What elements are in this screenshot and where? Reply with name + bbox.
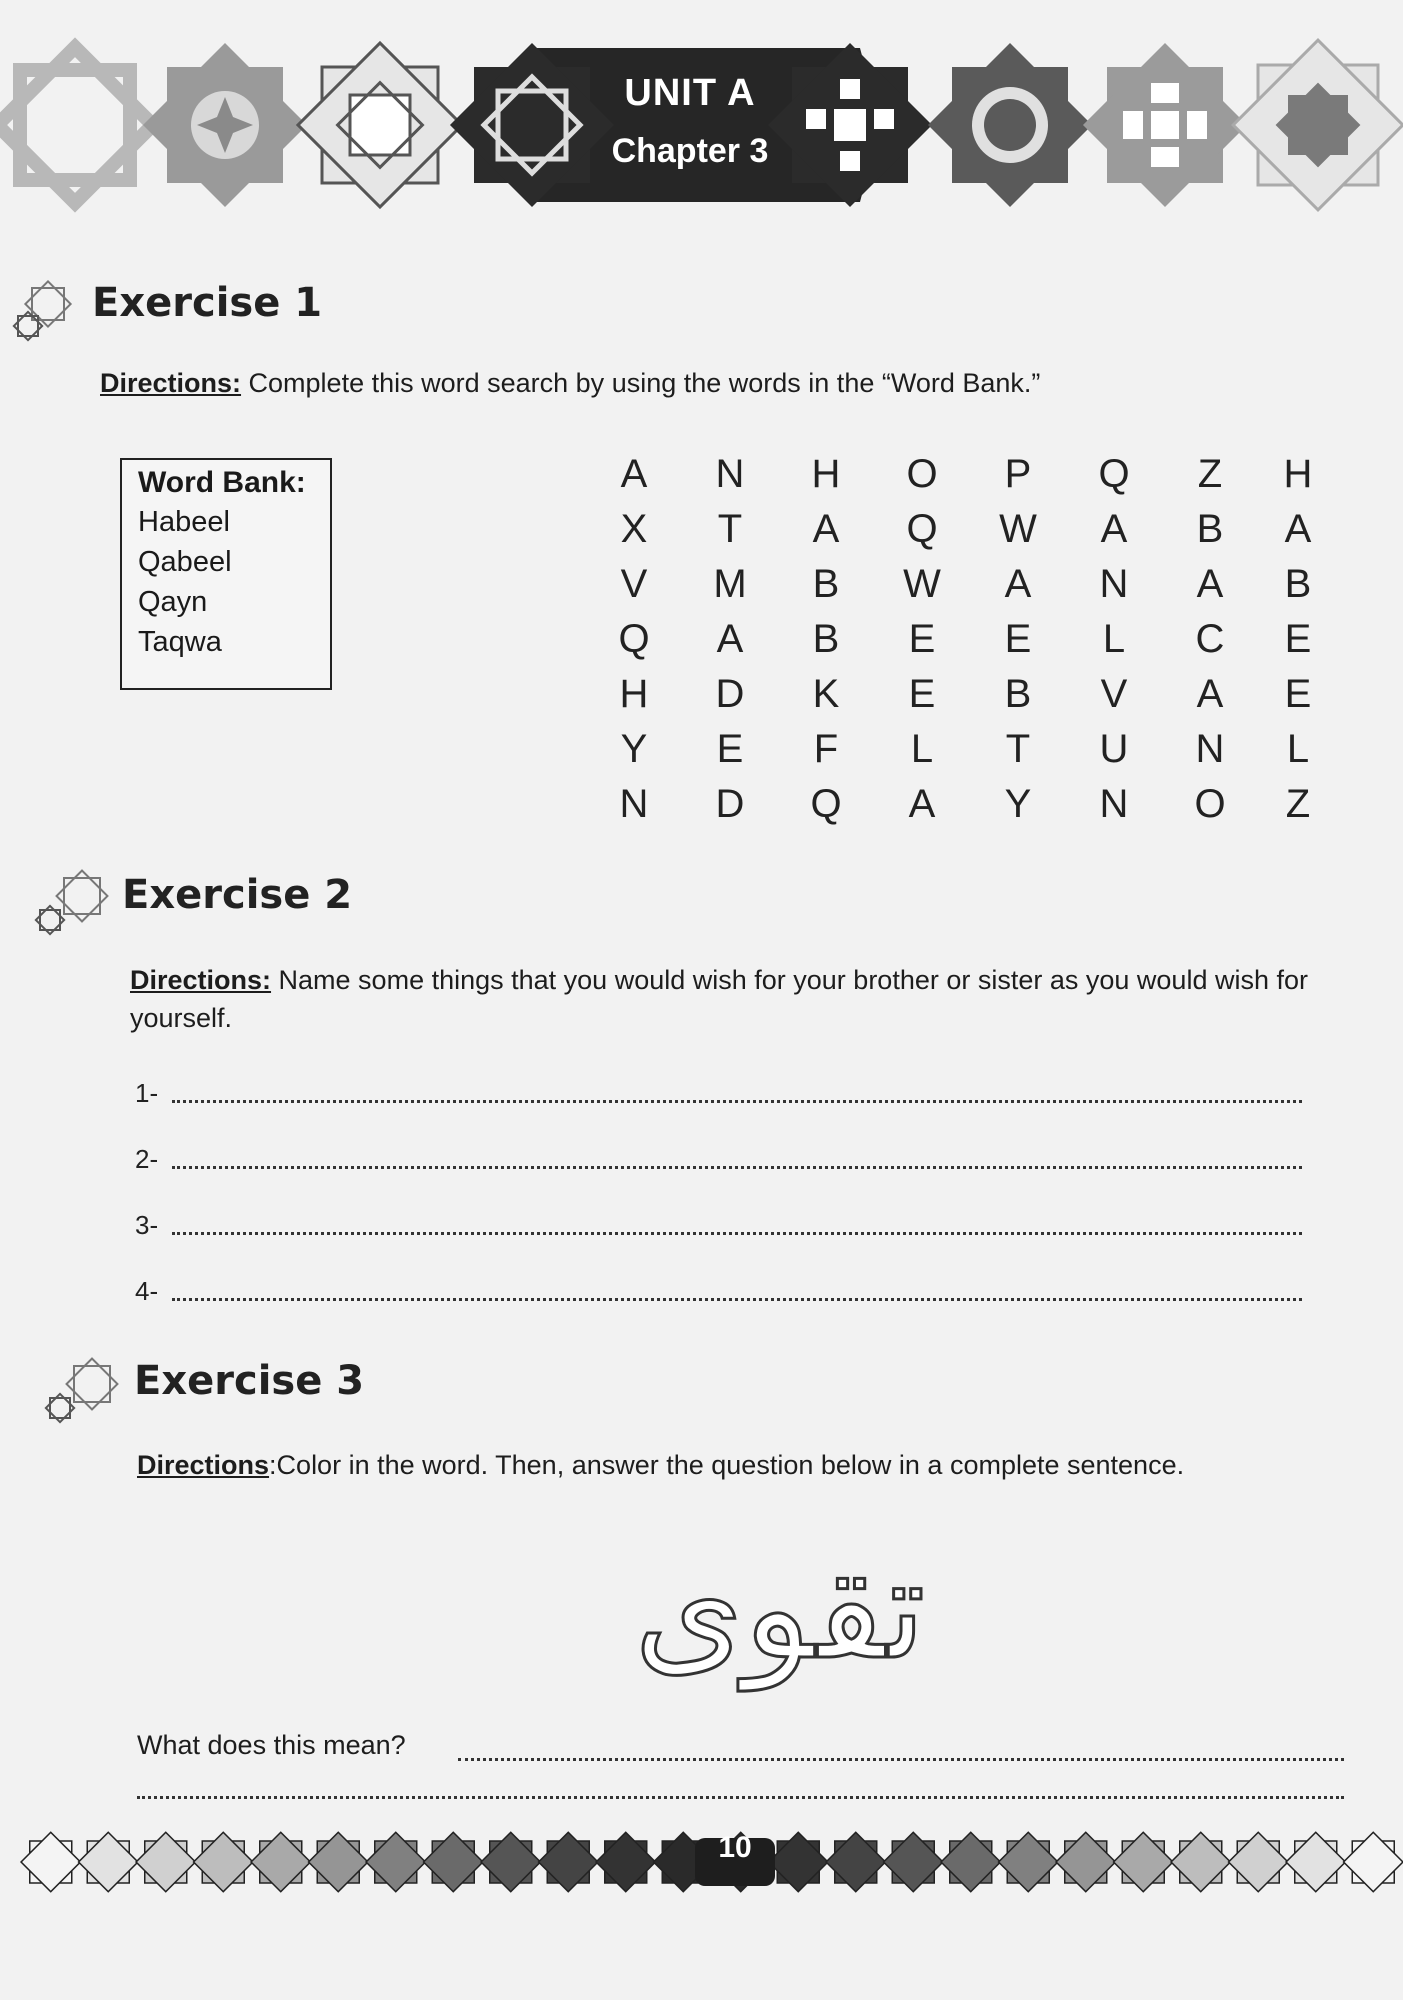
grid-letter[interactable]: B xyxy=(812,562,840,606)
star-ornament-icon xyxy=(0,47,153,203)
grid-letter[interactable]: L xyxy=(1102,617,1126,661)
footer-star-icon xyxy=(999,1832,1058,1891)
word-search-grid xyxy=(618,447,1354,837)
exercise-3-directions xyxy=(137,1446,1367,1484)
footer-star-icon xyxy=(884,1832,943,1891)
star-ornament-icon xyxy=(1233,40,1403,210)
grid-letter[interactable]: Q xyxy=(906,507,938,551)
exercise-3-title: Exercise 3 xyxy=(134,1358,365,1404)
footer-star-icon xyxy=(826,1832,885,1891)
footer-star-icon xyxy=(194,1832,253,1891)
exercise-2-title: Exercise 2 xyxy=(122,872,353,918)
header-banner xyxy=(0,30,1403,220)
footer-star-icon xyxy=(481,1832,540,1891)
grid-letter[interactable]: A xyxy=(1100,507,1128,551)
exercise-2-directions xyxy=(130,961,1310,1037)
grid-letter[interactable]: B xyxy=(1196,507,1224,551)
grid-letter[interactable]: F xyxy=(813,727,839,771)
directions-label: Directions xyxy=(137,1450,270,1480)
grid-letter[interactable]: B xyxy=(1004,672,1032,716)
answer-line-number: 1- xyxy=(135,1078,159,1108)
grid-letter[interactable]: W xyxy=(999,507,1037,551)
grid-letter[interactable]: N xyxy=(1099,562,1129,606)
header-ornament-strip xyxy=(0,30,1403,220)
grid-letter[interactable]: E xyxy=(1004,617,1032,661)
footer-star-icon xyxy=(79,1832,138,1891)
footer-star-icon xyxy=(136,1832,195,1891)
star-bullet-icon xyxy=(40,1356,120,1428)
star-ornament-icon xyxy=(928,43,1092,207)
grid-letter[interactable]: Q xyxy=(618,617,650,661)
grid-letter[interactable]: N xyxy=(1195,727,1225,771)
footer-star-icon xyxy=(1171,1832,1230,1891)
footer-star-icon xyxy=(251,1832,310,1891)
grid-letter[interactable]: X xyxy=(620,507,648,551)
grid-letter[interactable]: Y xyxy=(620,727,648,771)
grid-letter[interactable]: M xyxy=(713,562,747,606)
grid-letter[interactable]: E xyxy=(908,617,936,661)
grid-letter[interactable]: K xyxy=(812,672,840,716)
grid-letter[interactable]: E xyxy=(716,727,744,771)
footer-star-icon xyxy=(539,1832,598,1891)
word-bank xyxy=(120,458,332,690)
word-bank-title: Word Bank: xyxy=(138,466,306,499)
directions-text: Name some things that you would wish for your brother or sister as you would wish for yourself. xyxy=(130,965,1308,1033)
answer-line[interactable] xyxy=(172,1166,1302,1169)
grid-letter[interactable]: H xyxy=(1283,452,1313,496)
word-bank-word: Qayn xyxy=(138,586,208,618)
unit-title: UNIT A xyxy=(624,72,756,114)
title-banner xyxy=(450,43,932,207)
grid-letter[interactable]: A xyxy=(1004,562,1032,606)
exercise-1-title: Exercise 1 xyxy=(92,280,323,326)
grid-letter[interactable]: D xyxy=(715,782,745,826)
answer-line[interactable] xyxy=(172,1232,1302,1235)
grid-letter[interactable]: C xyxy=(1195,617,1225,661)
grid-letter[interactable]: O xyxy=(1194,782,1226,826)
footer-star-icon xyxy=(596,1832,655,1891)
grid-letter[interactable]: B xyxy=(812,617,840,661)
grid-letter[interactable]: T xyxy=(1005,727,1031,771)
star-ornament-icon xyxy=(298,43,462,207)
grid-letter[interactable]: N xyxy=(715,452,745,496)
grid-letter[interactable]: D xyxy=(715,672,745,716)
footer-star-icon xyxy=(1344,1832,1403,1891)
answer-line-number: 2- xyxy=(135,1144,159,1174)
exercise-1-directions xyxy=(100,364,1320,402)
grid-letter[interactable]: H xyxy=(811,452,841,496)
grid-letter[interactable]: L xyxy=(1286,727,1310,771)
directions-text: :Color in the word. Then, answer the question below in a complete sentence. xyxy=(269,1450,1185,1480)
directions-label: Directions: xyxy=(130,965,272,995)
grid-letter[interactable]: E xyxy=(908,672,936,716)
grid-letter[interactable]: A xyxy=(620,452,648,496)
answer-line-number: 4- xyxy=(135,1276,159,1306)
grid-letter[interactable]: V xyxy=(1100,672,1128,716)
answer-line[interactable] xyxy=(458,1758,1344,1761)
footer-star-icon xyxy=(366,1832,425,1891)
footer-star-icon xyxy=(1286,1832,1345,1891)
answer-line[interactable] xyxy=(172,1100,1302,1103)
grid-letter[interactable]: A xyxy=(812,507,840,551)
word-bank-word: Habeel xyxy=(138,506,230,538)
question-text: What does this mean? xyxy=(137,1730,406,1760)
grid-letter[interactable]: Y xyxy=(1004,782,1032,826)
star-ornament-icon xyxy=(143,43,307,207)
grid-letter[interactable]: A xyxy=(1196,562,1224,606)
grid-letter[interactable]: A xyxy=(908,782,936,826)
grid-letter[interactable]: H xyxy=(619,672,649,716)
star-bullet-icon xyxy=(8,276,78,346)
grid-letter[interactable]: Q xyxy=(1098,452,1130,496)
grid-letter[interactable]: E xyxy=(1284,617,1312,661)
answer-line-number: 3- xyxy=(135,1210,159,1240)
grid-letter[interactable]: N xyxy=(1099,782,1129,826)
star-ornament-icon xyxy=(1083,43,1247,207)
grid-letter[interactable]: Z xyxy=(1197,452,1223,496)
chapter-title: Chapter 3 xyxy=(611,132,769,170)
answer-line[interactable] xyxy=(137,1796,1344,1799)
arabic-word-outline[interactable]: تقوى xyxy=(634,1528,926,1691)
grid-letter[interactable]: U xyxy=(1099,727,1129,771)
grid-letter[interactable]: O xyxy=(906,452,938,496)
grid-letter[interactable]: L xyxy=(910,727,934,771)
page-number: 10 xyxy=(718,1831,752,1864)
grid-letter[interactable]: T xyxy=(717,507,743,551)
footer-star-icon xyxy=(424,1832,483,1891)
directions-text: Complete this word search by using the words in the “Word Bank.” xyxy=(241,368,1041,398)
grid-letter[interactable]: Q xyxy=(810,782,842,826)
footer-star-icon xyxy=(1114,1832,1173,1891)
grid-letter[interactable]: V xyxy=(620,562,648,606)
grid-letter[interactable]: Z xyxy=(1285,782,1311,826)
footer-star-icon xyxy=(1056,1832,1115,1891)
grid-letter[interactable]: N xyxy=(619,782,649,826)
footer-star-icon xyxy=(21,1832,80,1891)
directions-label: Directions: xyxy=(100,368,242,398)
grid-letter[interactable]: E xyxy=(1284,672,1312,716)
grid-letter[interactable]: P xyxy=(1004,452,1032,496)
word-bank-word: Taqwa xyxy=(138,626,222,658)
star-bullet-icon xyxy=(30,868,110,940)
grid-letter[interactable]: W xyxy=(903,562,941,606)
word-bank-word: Qabeel xyxy=(138,546,232,578)
grid-letter[interactable]: B xyxy=(1284,562,1312,606)
footer-star-icon xyxy=(1229,1832,1288,1891)
grid-letter[interactable]: A xyxy=(1284,507,1312,551)
grid-letter[interactable]: A xyxy=(1196,672,1224,716)
footer-star-icon xyxy=(941,1832,1000,1891)
grid-letter[interactable]: A xyxy=(716,617,744,661)
answer-line[interactable] xyxy=(172,1298,1302,1301)
footer-star-icon xyxy=(309,1832,368,1891)
